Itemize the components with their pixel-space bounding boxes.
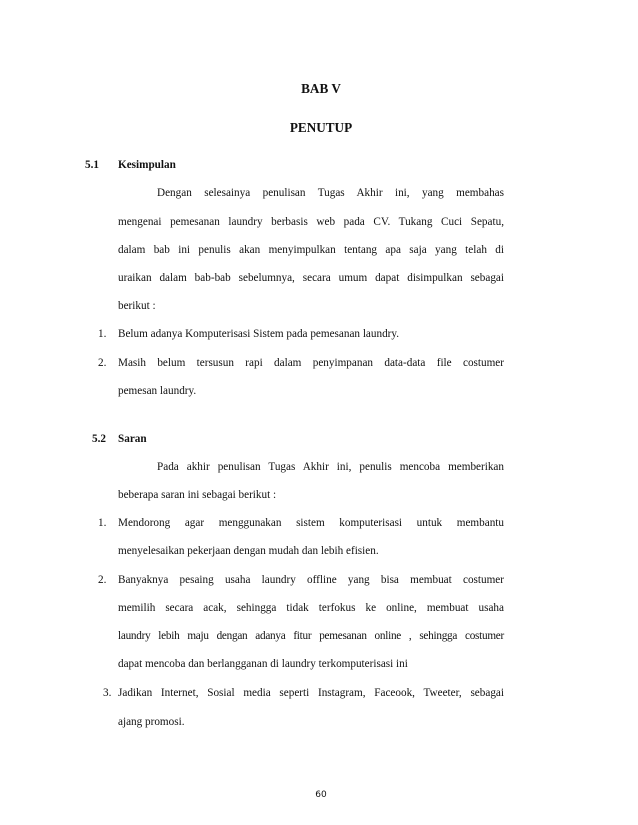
paragraph-line: Pada akhir penulisan Tugas Akhir ini, penulis mencoba memberikan <box>157 461 504 473</box>
list-item-line: Jadikan Internet, Sosial media seperti Instagram, Faceook, Tweeter, sebagai <box>118 687 504 699</box>
chapter-title: PENUTUP <box>289 120 353 135</box>
list-item-line: Mendorong agar menggunakan sistem komputerisasi untuk membantu <box>118 517 504 529</box>
paragraph-line: Dengan selesainya penulisan Tugas Akhir ini, yang membahas <box>157 187 504 199</box>
section-title: Kesimpulan <box>118 159 176 171</box>
list-item-line: pemesan laundry. <box>118 385 197 397</box>
paragraph-line: beberapa saran ini sebagai berikut : <box>118 489 277 501</box>
list-item-line: Banyaknya pesaing usaha laundry offline yang bisa membuat costumer <box>118 574 504 586</box>
list-item-number: 1. <box>98 328 107 340</box>
paragraph-line: berikut : <box>118 300 156 312</box>
section-title: Saran <box>118 433 147 445</box>
list-item-line: menyelesaikan pekerjaan dengan mudah dan lebih efisien. <box>118 545 379 557</box>
paragraph-line: dalam bab ini penulis akan menyimpulkan tentang apa saja yang telah di <box>118 244 504 256</box>
list-item-line: laundry lebih maju dengan adanya fitur pemesanan online , sehingga costumer <box>118 630 504 642</box>
list-item-line: Belum adanya Komputerisasi Sistem pada pemesanan laundry. <box>118 328 400 340</box>
section-number: 5.2 <box>92 433 106 445</box>
list-item-line: ajang promosi. <box>118 716 185 728</box>
chapter-heading: BAB V <box>301 81 341 96</box>
list-item-number: 1. <box>98 517 107 529</box>
list-item-line: memilih secara acak, sehingga tidak terfokus ke online, membuat usaha <box>118 602 504 614</box>
list-item-line: Masih belum tersusun rapi dalam penyimpanan data-data file costumer <box>118 357 504 369</box>
section-number: 5.1 <box>85 159 99 171</box>
list-item-number: 2. <box>98 357 107 369</box>
paragraph-line: uraikan dalam bab-bab sebelumnya, secara umum dapat disimpulkan sebagai <box>118 272 504 284</box>
page-number: 60 <box>315 790 327 800</box>
list-item-number: 3. <box>103 687 112 699</box>
paragraph-line: mengenai pemesanan laundry berbasis web pada CV. Tukang Cuci Sepatu, <box>118 216 504 228</box>
list-item-line: dapat mencoba dan berlangganan di laundry terkomputerisasi ini <box>118 658 408 670</box>
list-item-number: 2. <box>98 574 107 586</box>
